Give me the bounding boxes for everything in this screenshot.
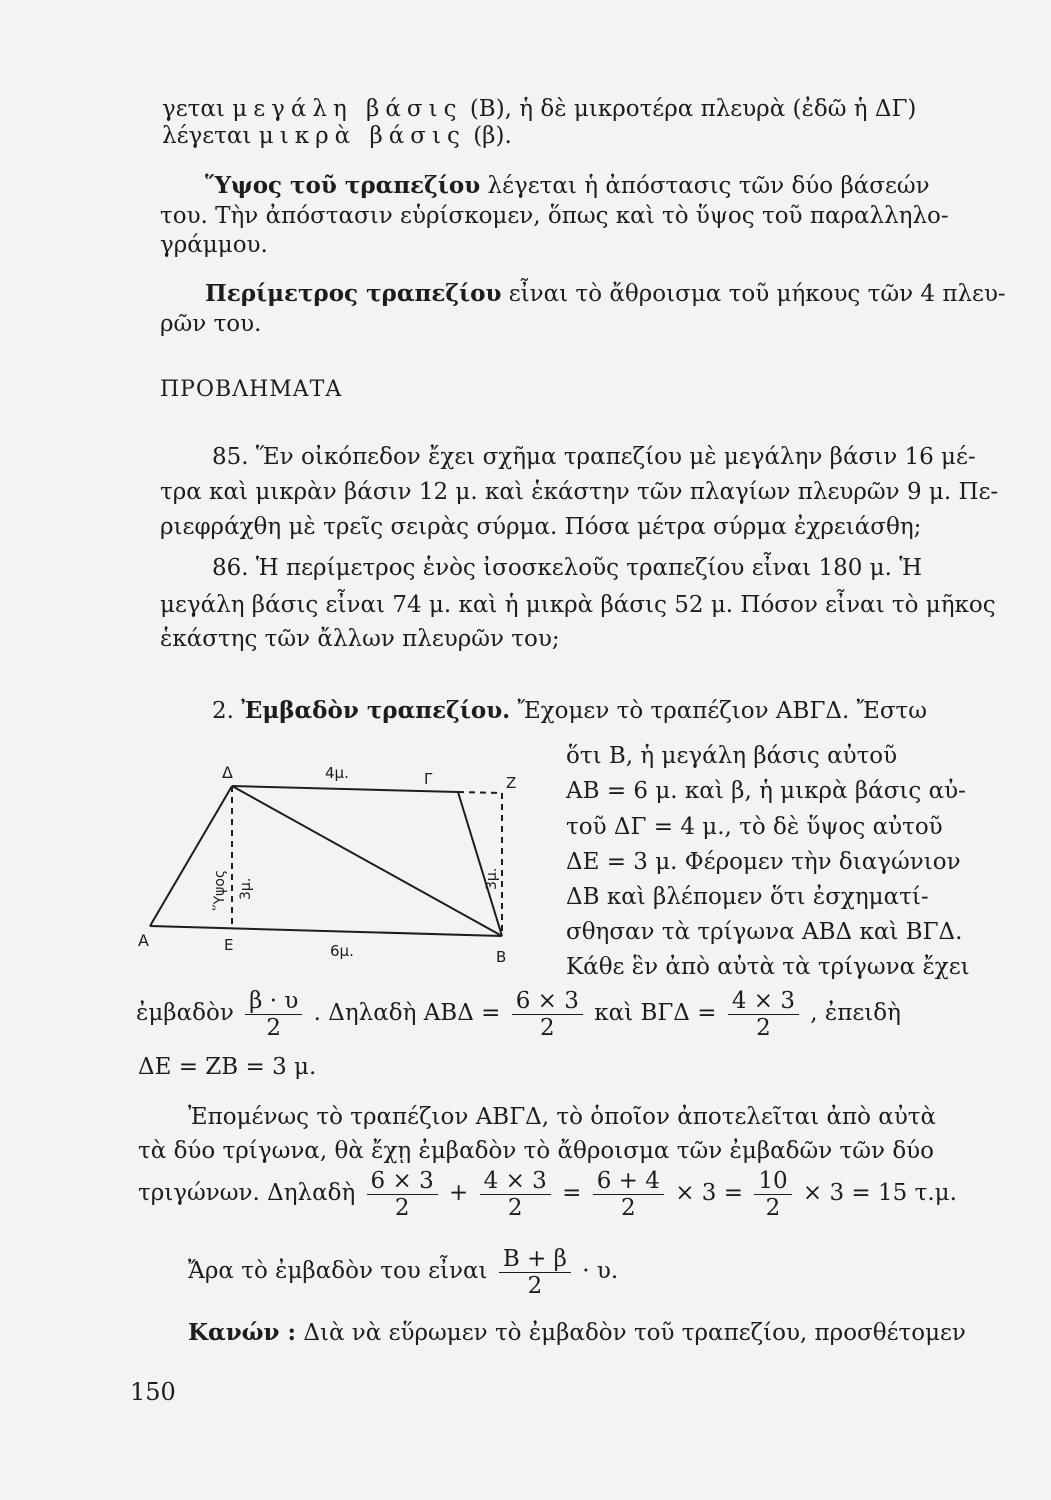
formula-row-1: ἐμβαδὸν $\frac{\beta \cdot \upsilon}{2}$ . Δηλαδὴ ΑΒΔ = $\frac{6 \times 3}{2}$ καὶ ΒΓΔ = $\frac{4 \times 3}{2}$ , ἐπειδὴ [136,987,901,1041]
text-line: ρῶν του. [160,311,262,337]
problem-86-line: ἑκάστης τῶν ἄλλων πλευρῶν του; [160,626,560,652]
trapezoid-diagram [130,750,540,970]
text-line: τοῦ ΔΓ = 4 μ., τὸ δὲ ὕψος αὐτοῦ [566,814,943,840]
text-line: λέγεται μικρὰ βάσις (β). [162,123,512,149]
text-line: γράμμου. [160,232,268,258]
length-label-dg: 4μ. [325,764,349,782]
problem-86-line: 86. Ἡ περίμετρος ἑνὸς ἰσοσκελοῦς τραπεζίου εἶναι 180 μ. Ἡ [212,555,923,581]
length-label-ab: 6μ. [330,942,354,960]
rule-line: Κανών : Διὰ νὰ εὕρωμεν τὸ ἐμβαδὸν τοῦ τραπεζίου, προσθέτομεν [188,1319,966,1346]
text-line: ΔΕ = ΖΒ = 3 μ. [138,1054,317,1080]
problem-85-line: ριεφράχθη μὲ τρεῖς σειρὰς σύρμα. Πόσα μέτρα σύρμα ἐχρειάσθη; [160,514,922,540]
height-label-right: 3μ. [484,867,500,890]
vertex-label-g: Γ [424,770,433,788]
height-label-left: 3μ. [238,877,254,900]
diagonal-db [232,786,502,936]
vertex-label-e: Ε [224,936,234,954]
text-line: ΔΒ καὶ βλέπομεν ὅτι ἐσχηματί- [566,884,929,910]
text-line: Κάθε ἓν ἀπὸ αὐτὰ τὰ τρίγωνα ἔχει [566,954,970,980]
problem-85-line: 85. Ἕν οἰκόπεδον ἔχει σχῆμα τραπεζίου μὲ μεγάλην βάσιν 16 μέ- [212,444,976,470]
extension-gz [458,792,502,793]
height-word: Ὕψος [212,869,228,910]
text-line: Περίμετρος τραπεζίου εἶναι τὸ ἄθροισμα τοῦ μήκους τῶν 4 πλευ- [205,280,1006,307]
text-line: του. Τὴν ἀπόστασιν εὑρίσκομεν, ὅπως καὶ τὸ ὕψος τοῦ παραλληλο- [160,203,949,229]
vertex-label-z: Ζ [506,774,517,792]
text-line: Ὕψος τοῦ τραπεζίου λέγεται ἡ ἀπόστασις τῶν δύο βάσεών [205,172,930,199]
text-line: Ἐπομένως τὸ τραπέζιον ΑΒΓΔ, τὸ ὁποῖον ἀποτελεῖται ἀπὸ αὐτὰ [188,1104,937,1130]
vertex-label-b: Β [496,948,507,966]
text-line: σθησαν τὰ τρίγωνα ΑΒΔ καὶ ΒΓΔ. [566,919,963,945]
text-line: τὰ δύο τρίγωνα, θὰ ἔχῃ ἐμβαδὸν τὸ ἄθροισμα τῶν ἐμβαδῶν τῶν δύο [138,1138,934,1164]
problem-85-line: τρα καὶ μικρὰν βάσιν 12 μ. καὶ ἑκάστην τῶν πλαγίων πλευρῶν 9 μ. Πε- [160,479,999,505]
vertex-label-d: Δ [222,763,233,782]
section-2-title: 2. Ἐμβαδὸν τραπεζίου. Ἔχομεν τὸ τραπέζιον ΑΒΓΔ. Ἔστω [212,697,928,724]
base-ab [150,926,502,936]
problem-86-line: μεγάλη βάσις εἶναι 74 μ. καὶ ἡ μικρὰ βάσις 52 μ. Πόσον εἶναι τὸ μῆκος [160,592,996,618]
text-line: γεται μεγάλη βάσις (Β), ἡ δὲ μικροτέρα πλευρὰ (ἐδῶ ἡ ΔΓ) [162,96,917,122]
section-heading: ΠΡΟΒΛΗΜΑΤΑ [160,377,343,402]
vertex-label-a: Α [138,931,149,950]
formula-row-2: τριγώνων. Δηλαδὴ $\frac{6 \times 3}{2}$ + $\frac{4 \times 3}{2}$ = $\frac{6 + 4}{2}$ × 3 = $\frac{10}{2}$ × 3 = 15 τ.μ. [138,1167,957,1221]
text-line: ΔΕ = 3 μ. Φέρομεν τὴν διαγώνιον [566,849,961,875]
formula-row-3: Ἄρα τὸ ἐμβαδὸν του εἶναι $\frac{B + \beta}{2}$ · υ. [188,1245,619,1299]
text-line: ὅτι Β, ἡ μεγάλη βάσις αὐτοῦ [566,743,898,769]
text-line: ΑΒ = 6 μ. καὶ β, ἡ μικρὰ βάσις αὐ- [566,778,966,804]
page-number: 150 [130,1378,176,1406]
